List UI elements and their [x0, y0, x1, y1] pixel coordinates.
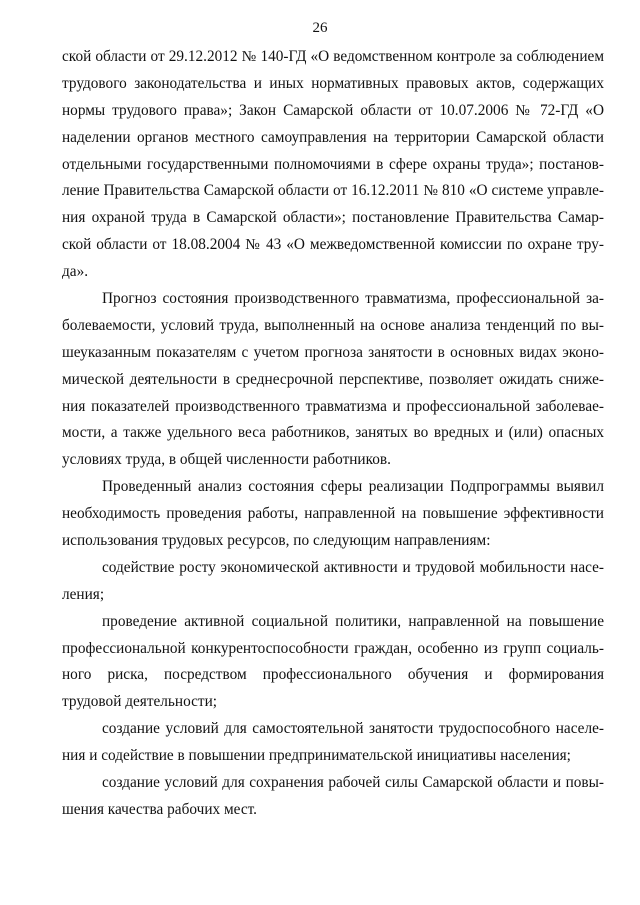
- text-line: наделении органов местного самоуправления на территории Самарской области: [62, 128, 604, 146]
- text-line: трудового законодательства и иных нормативных правовых актов, содержащих: [62, 74, 604, 92]
- text-line: использования трудовых ресурсов, по следующим направлениям:: [62, 532, 491, 550]
- text-line: необходимость проведения работы, направленной на повышение эффективности: [62, 505, 604, 523]
- paragraph: [62, 609, 604, 717]
- text-line: создание условий для сохранения рабочей силы Самарской области и повы-: [102, 774, 604, 792]
- text-line: мости, а также удельного веса работников, занятых во вредных и (или) опасных: [62, 424, 604, 442]
- text-line: ления;: [62, 585, 105, 603]
- text-line: отдельными государственными полномочиями в сфере охраны труда»; постанов-: [62, 155, 604, 173]
- text-line: ния показателей производственного травматизма и профессиональной заболевае-: [62, 397, 604, 415]
- text-line: создание условий для самостоятельной занятости трудоспособного населе-: [102, 720, 604, 738]
- text-line: болеваемости, условий труда, выполненный на основе анализа тенденций по вы-: [62, 316, 604, 334]
- text-line: содействие росту экономической активности и трудовой мобильности насе-: [102, 558, 604, 576]
- text-line: ного риска, посредством профессионального обучения и формирования: [62, 666, 604, 684]
- text-line: ской области от 18.08.2004 № 43 «О межведомственной комиссии по охране тру-: [62, 236, 604, 254]
- paragraph: [62, 44, 604, 286]
- text-line: шения качества рабочих мест.: [62, 800, 257, 818]
- text-line: да».: [62, 263, 89, 281]
- text-line: ской области от 29.12.2012 № 140-ГД «О ведомственном контроле за соблюдением: [62, 48, 604, 65]
- text-line: ление Правительства Самарской области от 16.12.2011 № 810 «О системе управле-: [62, 182, 604, 200]
- text-line: условиях труда, в общей численности работников.: [62, 451, 391, 469]
- text-line: мической деятельности в среднесрочной перспективе, позволяет ожидать сниже-: [62, 370, 604, 388]
- text-line: Прогноз состояния производственного травматизма, профессиональной за-: [102, 290, 604, 308]
- paragraph: [62, 770, 604, 824]
- text-line: шеуказанным показателям с учетом прогноза занятости в основных видах эконо-: [62, 343, 604, 361]
- document-body: [62, 44, 604, 824]
- text-line: ния охраной труда в Самарской области»; постановление Правительства Самар-: [62, 209, 604, 227]
- paragraph: [62, 555, 604, 609]
- text-line: профессиональной конкурентоспособности граждан, особенно из групп социаль-: [62, 639, 604, 657]
- text-line: Проведенный анализ состояния сферы реализации Подпрограммы выявил: [102, 478, 604, 496]
- paragraph: [62, 286, 604, 474]
- paragraph: [62, 716, 604, 770]
- page-number: 26: [312, 20, 328, 36]
- text-line: нормы трудового права»; Закон Самарской области от 10.07.2006 № 72-ГД «О: [62, 101, 604, 119]
- paragraph: [62, 474, 604, 555]
- text-line: трудовой деятельности;: [62, 693, 218, 711]
- text-line: ния и содействие в повышении предпринимательской инициативы населения;: [62, 747, 571, 765]
- text-line: проведение активной социальной политики, направленной на повышение: [102, 612, 604, 630]
